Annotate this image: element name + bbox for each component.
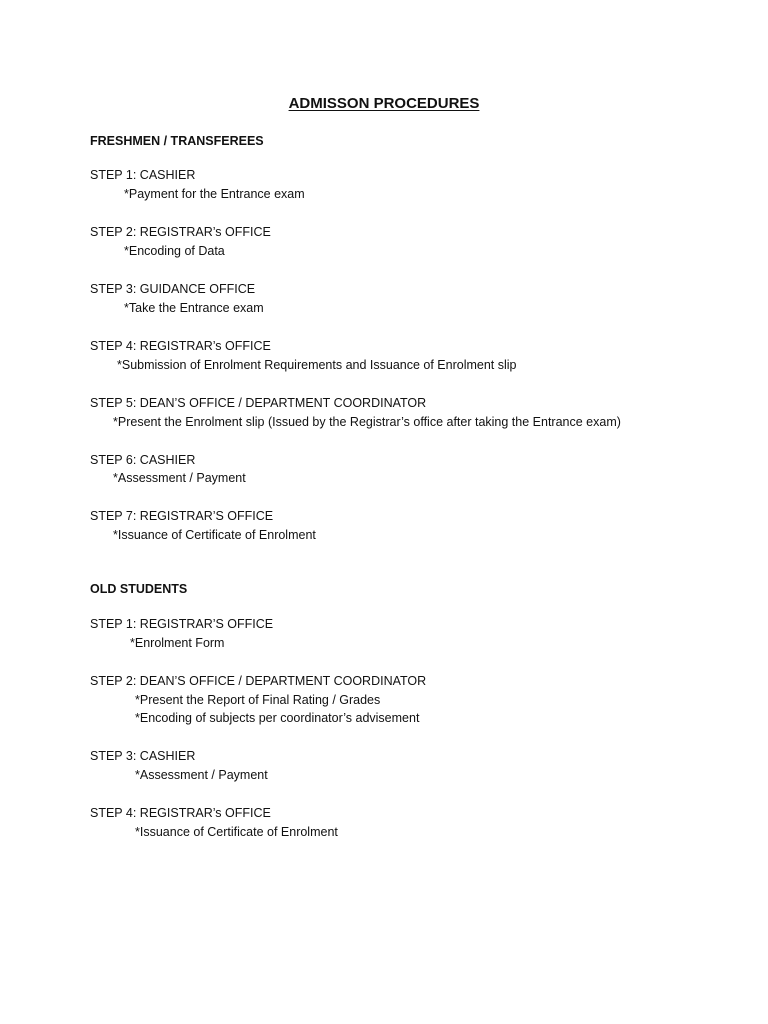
old-step-1-detail: *Enrolment Form [130,636,225,650]
freshmen-step-1-detail: *Payment for the Entrance exam [124,187,305,201]
freshmen-step-7-detail: *Issuance of Certificate of Enrolment [113,528,316,542]
freshmen-step-6-detail: *Assessment / Payment [113,471,246,485]
old-step-1-label: STEP 1: REGISTRAR’S OFFICE [90,617,274,631]
section-heading-old-students: OLD STUDENTS [90,582,188,596]
freshmen-step-5-label: STEP 5: DEAN’S OFFICE / DEPARTMENT COORDINATOR [90,396,427,410]
old-step-2-detail-1: *Present the Report of Final Rating / Grades [135,693,381,707]
old-step-4-label: STEP 4: REGISTRAR’s OFFICE [90,806,271,820]
freshmen-step-3-label: STEP 3: GUIDANCE OFFICE [90,282,256,296]
old-step-2-label: STEP 2: DEAN’S OFFICE / DEPARTMENT COORDINATOR [90,674,427,688]
old-step-2-detail-2: *Encoding of subjects per coordinator’s advisement [135,711,420,725]
old-step-4-detail: *Issuance of Certificate of Enrolment [135,825,338,839]
document-title-text: ADMISSON PROCEDURES [288,95,480,112]
freshmen-step-5-detail: *Present the Enrolment slip (Issued by the Registrar’s office after taking the Entrance exam) [113,415,621,429]
freshmen-step-7-label: STEP 7: REGISTRAR’S OFFICE [90,509,274,523]
freshmen-step-6-label: STEP 6: CASHIER [90,453,196,467]
freshmen-step-4-label: STEP 4: REGISTRAR’s OFFICE [90,339,271,353]
freshmen-step-4-detail: *Submission of Enrolment Requirements and Issuance of Enrolment slip [117,358,517,372]
document-title [0,94,768,114]
old-step-3-label: STEP 3: CASHIER [90,749,196,763]
freshmen-step-2-label: STEP 2: REGISTRAR’s OFFICE [90,225,271,239]
section-heading-freshmen: FRESHMEN / TRANSFEREES [90,134,264,148]
old-step-3-detail: *Assessment / Payment [135,768,268,782]
freshmen-step-3-detail: *Take the Entrance exam [124,301,264,315]
freshmen-step-2-detail: *Encoding of Data [124,244,225,258]
freshmen-step-1-label: STEP 1: CASHIER [90,168,196,182]
